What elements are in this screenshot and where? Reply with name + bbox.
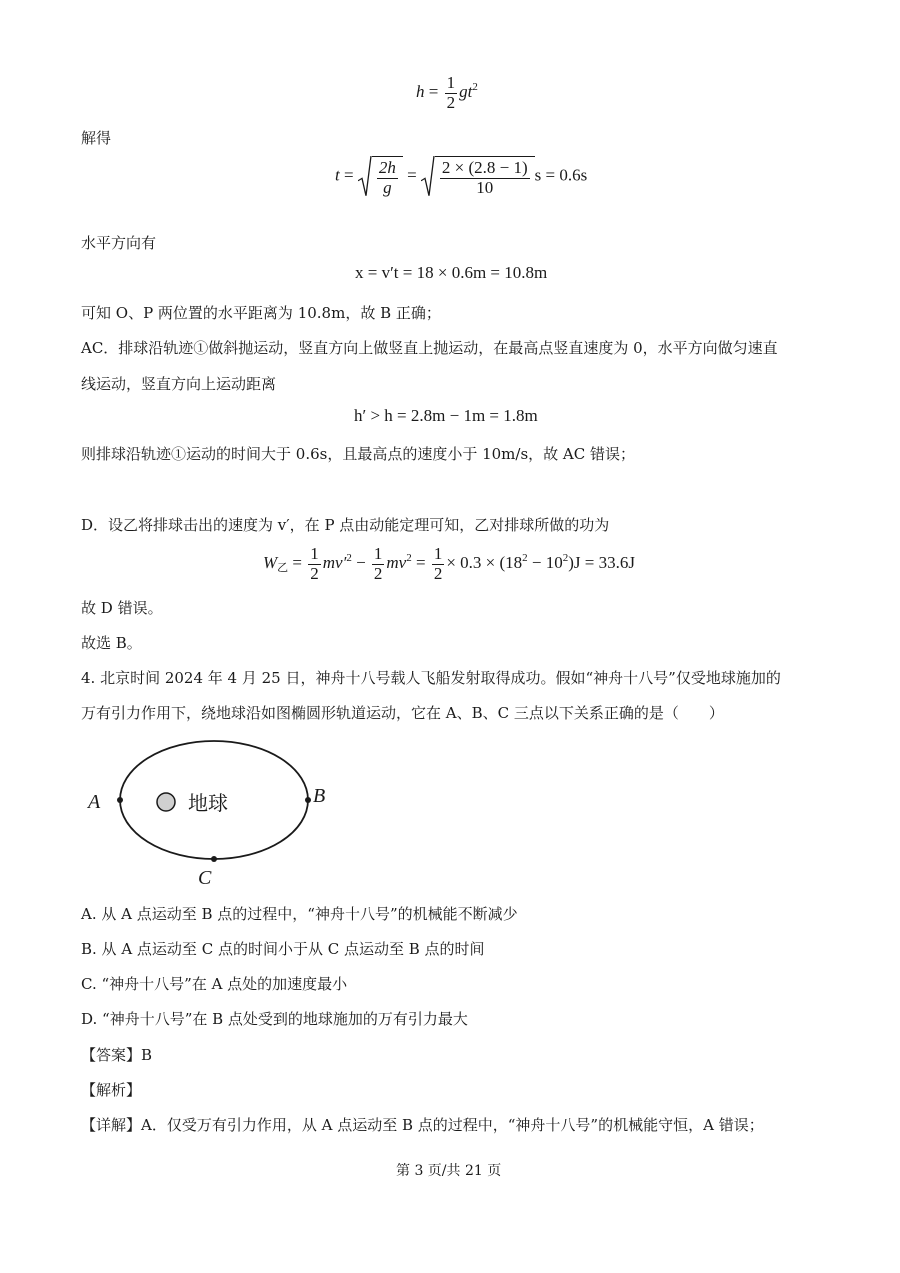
sqrt-2 bbox=[421, 156, 535, 197]
fraction-half-2 bbox=[372, 545, 385, 583]
text-d-wrong: 故 D 错误。 bbox=[81, 599, 163, 617]
var-g: g bbox=[459, 82, 468, 102]
sqrt-1 bbox=[358, 156, 403, 197]
eq-sign: = bbox=[288, 553, 307, 573]
frac-den: 10 bbox=[476, 177, 494, 197]
label-c: C bbox=[198, 867, 212, 889]
exponent: 2 bbox=[472, 81, 478, 94]
equation-x: x = v′t = 18 × 0.6m = 10.8m bbox=[355, 263, 548, 282]
term-mv: mv bbox=[386, 553, 407, 573]
term-calc: × 0.3 × (18 bbox=[446, 553, 523, 573]
frac-den: 2 bbox=[310, 563, 319, 583]
subscript: 乙 bbox=[277, 562, 289, 575]
var-t: t bbox=[467, 82, 473, 102]
term-mvprime: mv′ bbox=[322, 553, 347, 573]
point-a-dot bbox=[117, 797, 123, 803]
fraction-half-3 bbox=[432, 545, 445, 583]
text-ac-line2: 线运动，竖直方向上运动距离 bbox=[81, 375, 277, 393]
answer-label: 【答案】B bbox=[81, 1046, 153, 1064]
text-choose-b: 故选 B。 bbox=[81, 634, 142, 652]
equation-t bbox=[335, 156, 587, 197]
option-c: C. “神舟十八号”在 A 点处的加速度最小 bbox=[81, 975, 348, 993]
eq-sign: = bbox=[411, 553, 430, 573]
exponent: 2 bbox=[522, 552, 528, 565]
text-op-distance: 可知 O、P 两位置的水平距离为 10.8m，故 B 正确； bbox=[81, 304, 441, 322]
fraction-half-1 bbox=[308, 545, 321, 583]
term-calc-mid: − 10 bbox=[527, 553, 563, 573]
label-a: A bbox=[88, 791, 101, 813]
question-4-line1: 4. 北京时间 2024 年 4 月 25 日，神舟十八号载人飞船发射取得成功。假如“神舟十八号”仅受地球施加的 bbox=[81, 669, 781, 687]
fraction-numeric bbox=[440, 159, 530, 197]
equation-hprime: h′ > h = 2.8m − 1m = 1.8m bbox=[354, 406, 538, 425]
question-4-line2: 万有引力作用下，绕地球沿如图椭圆形轨道运动，它在 A、B、C 三点以下关系正确的是（ ） bbox=[81, 704, 724, 722]
text-d: D．设乙将排球击出的速度为 v′，在 P 点由动能定理可知，乙对排球所做的功为 bbox=[81, 516, 610, 534]
frac-den: 2 bbox=[446, 92, 456, 112]
orbit-diagram bbox=[80, 740, 340, 890]
frac-num: 1 bbox=[446, 73, 456, 92]
var-h: h bbox=[416, 82, 425, 102]
var-w: W bbox=[263, 553, 278, 573]
fraction-half bbox=[445, 74, 458, 112]
text-horizontal: 水平方向有 bbox=[81, 234, 157, 252]
option-b: B. 从 A 点运动至 C 点的时间小于从 C 点运动至 B 点的时间 bbox=[81, 940, 485, 958]
fraction-2h-g bbox=[377, 159, 398, 197]
frac-num: 2h bbox=[378, 158, 396, 177]
option-a: A. 从 A 点运动至 B 点的过程中，“神舟十八号”的机械能不断减少 bbox=[81, 905, 518, 923]
text-ac-line1: AC．排球沿轨迹①做斜抛运动，竖直方向上做竖直上抛运动，在最高点竖直速度为 0，水平方向做匀速直 bbox=[81, 339, 778, 357]
eq-sign: = bbox=[339, 165, 358, 185]
frac-den: 2 bbox=[433, 563, 443, 583]
earth-label: 地球 bbox=[188, 791, 228, 815]
equation-w bbox=[263, 545, 635, 583]
text-time: 则排球沿轨迹①运动的时间大于 0.6s，且最高点的速度小于 10m/s，故 AC 错误； bbox=[81, 445, 635, 463]
eq-sign: = bbox=[424, 82, 443, 102]
var-t: t bbox=[335, 165, 340, 185]
analysis-label: 【解析】 bbox=[81, 1081, 142, 1099]
frac-num: 1 bbox=[373, 544, 383, 563]
eq-sign: = bbox=[402, 165, 421, 185]
term-calc-end: )J = 33.6J bbox=[568, 553, 635, 573]
exponent: 2 bbox=[346, 552, 352, 565]
detail-line: 【详解】A．仅受万有引力作用，从 A 点运动至 B 点的过程中，“神舟十八号”的机械能守恒，A 错误； bbox=[81, 1116, 764, 1134]
point-b-dot bbox=[305, 797, 311, 803]
exponent: 2 bbox=[562, 552, 569, 565]
radical-sign bbox=[421, 156, 435, 197]
frac-den: 2 bbox=[373, 563, 383, 583]
exponent: 2 bbox=[406, 552, 412, 565]
frac-num: 1 bbox=[433, 544, 443, 563]
frac-num: 1 bbox=[310, 544, 319, 563]
earth-circle bbox=[157, 793, 175, 811]
label-b: B bbox=[313, 785, 326, 807]
equation-h bbox=[416, 74, 478, 112]
text-jiede: 解得 bbox=[81, 129, 112, 147]
option-d: D. “神舟十八号”在 B 点处受到的地球施加的万有引力最大 bbox=[81, 1010, 468, 1028]
eq-result: s = 0.6s bbox=[534, 165, 588, 185]
point-c-dot bbox=[211, 856, 217, 862]
radical-sign bbox=[358, 156, 372, 197]
frac-num: 2 × (2.8 − 1) bbox=[441, 158, 528, 177]
frac-den: g bbox=[383, 177, 392, 197]
minus-sign: − bbox=[351, 553, 370, 573]
page-footer: 第 3 页/共 21 页 bbox=[396, 1163, 502, 1179]
